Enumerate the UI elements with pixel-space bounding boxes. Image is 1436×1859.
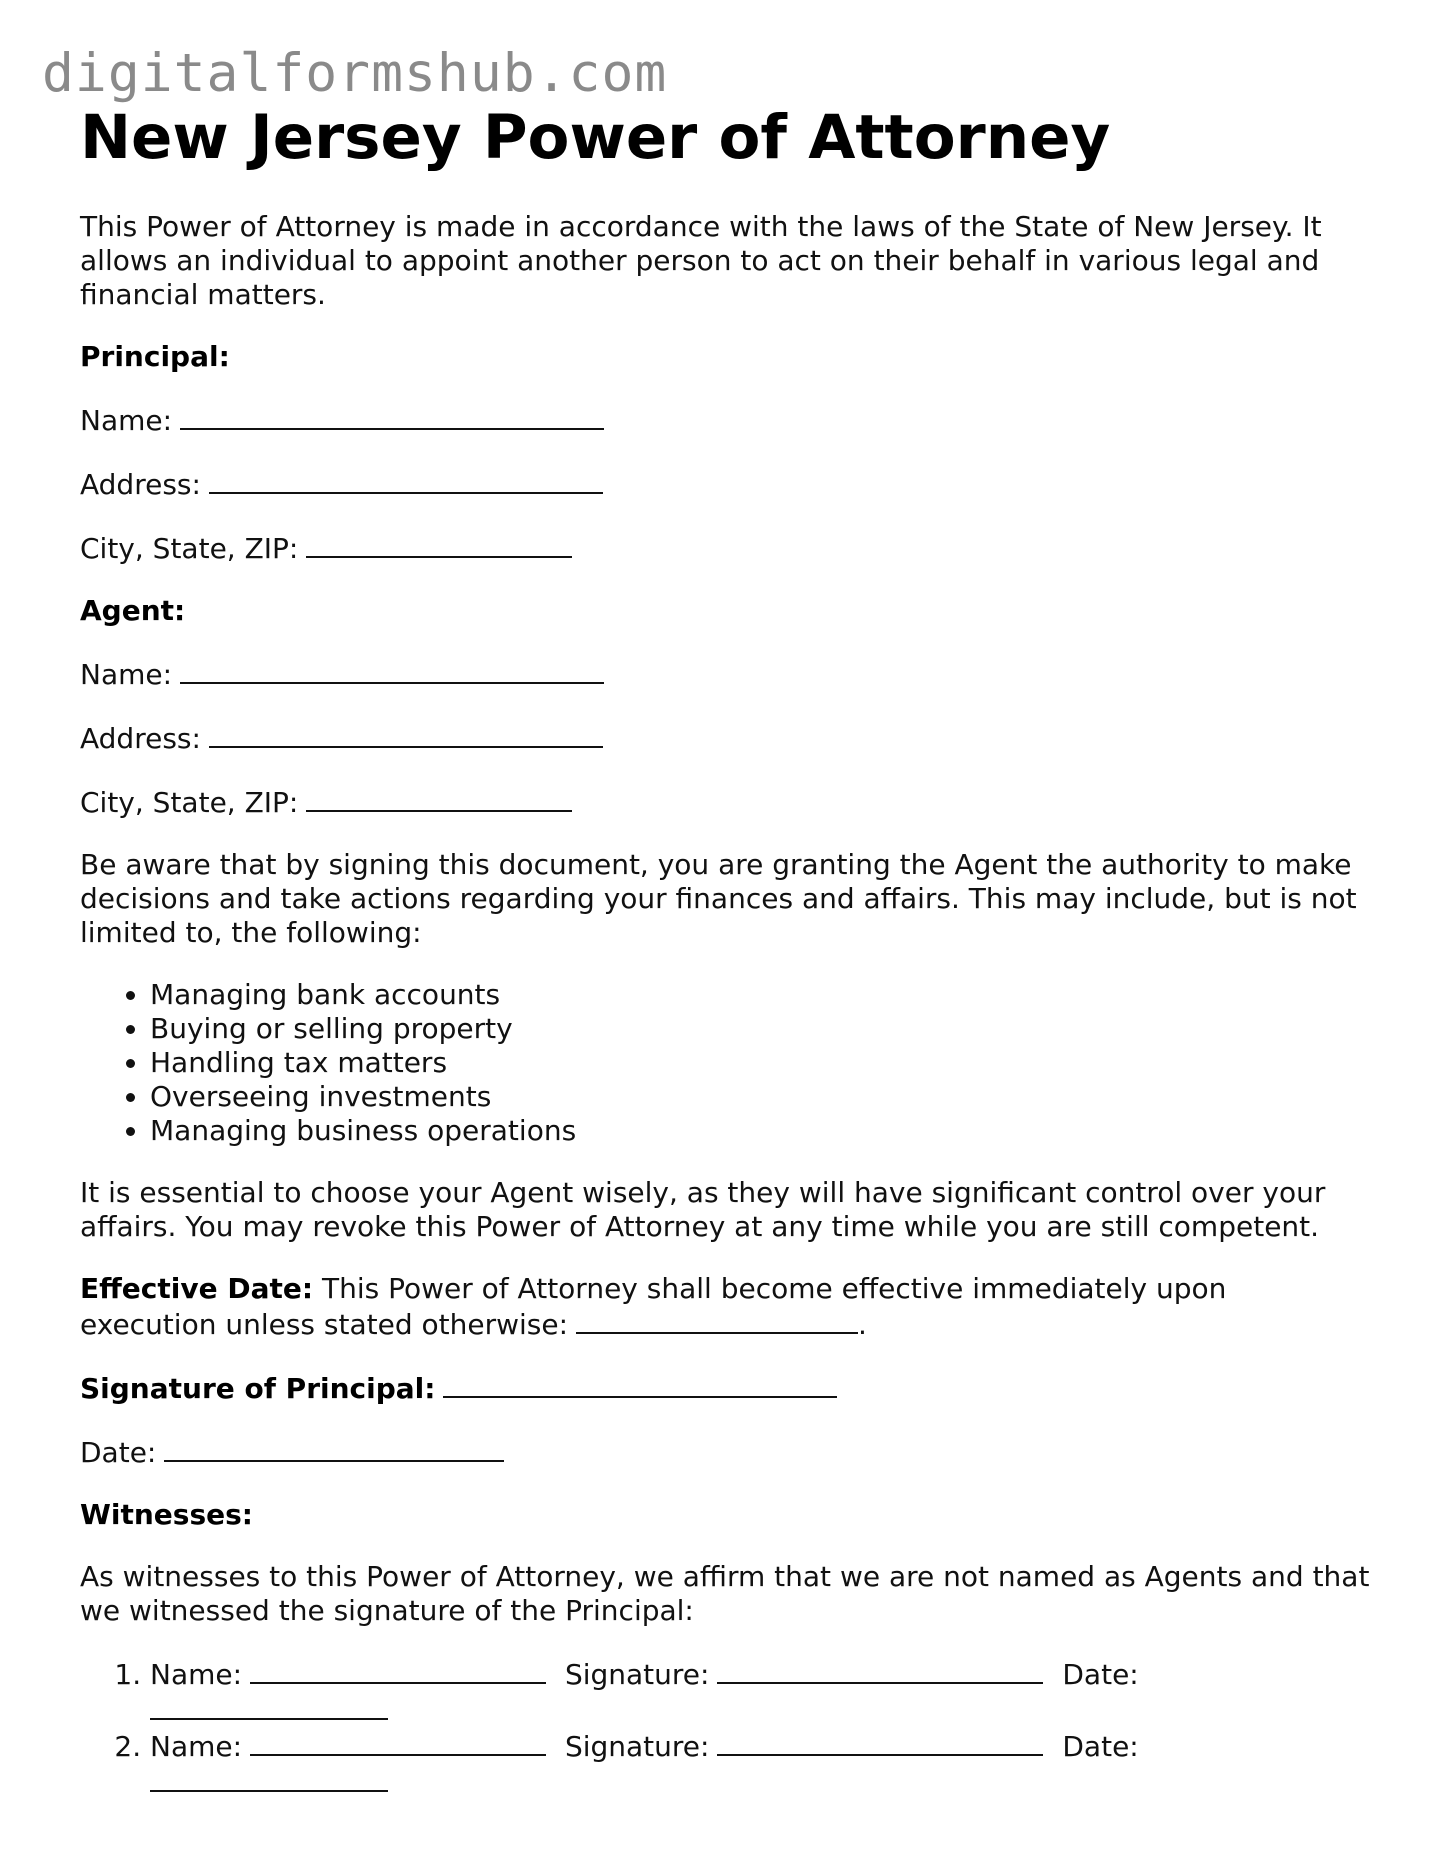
agent-section [80, 594, 1380, 820]
principal-signature-field [80, 1370, 1380, 1406]
intro-paragraph: This Power of Attorney is made in accordance with the laws of the State of New Jersey. It allows an individual to appoint another person to act on their behalf in various legal and financial matters. [80, 210, 1322, 311]
principal-name-blank[interactable] [180, 402, 604, 430]
principal-signature-blank[interactable] [443, 1370, 837, 1398]
watermark: digitalformshub.com [42, 43, 668, 104]
principal-address-field [80, 466, 1380, 502]
agent-name-label: Name: [80, 658, 173, 691]
list-item: • Overseeing investments [150, 1080, 1380, 1114]
witness-date-label: Date: [1062, 1730, 1139, 1763]
effective-date-end: . [858, 1308, 867, 1341]
witness-signature-label: Signature: [564, 1658, 710, 1691]
principal-address-blank[interactable] [209, 466, 603, 494]
list-item: • Buying or selling property [150, 1012, 1380, 1046]
effective-date-blank[interactable] [576, 1306, 858, 1334]
principal-name-field [80, 402, 1380, 438]
principal-section [80, 340, 1380, 566]
list-item: • Managing business operations [150, 1114, 1380, 1148]
principal-name-label: Name: [80, 404, 173, 437]
agent-city-label: City, State, ZIP: [80, 786, 299, 819]
list-item: • Handling tax matters [150, 1046, 1380, 1080]
principal-city-label: City, State, ZIP: [80, 532, 299, 565]
witness-2-name-blank[interactable] [250, 1728, 546, 1756]
effective-date-paragraph [80, 1272, 1330, 1342]
agent-city-field [80, 784, 1380, 820]
warning-paragraph: Be aware that by signing this document, you are granting the Agent the authority to make decisions and take actions regarding your finances and affairs. This may include, but is not limited to, the following: [80, 848, 1357, 949]
principal-address-label: Address: [80, 468, 201, 501]
witnesses-heading: Witnesses: [80, 1498, 253, 1531]
principal-signature-label: Signature of Principal: [80, 1372, 436, 1405]
effective-date-text: This Power of Attorney shall become effective immediately upon execution unless stated otherwise: [80, 1272, 1227, 1341]
principal-city-field [80, 530, 1380, 566]
document-title: New Jersey Power of Attorney [80, 102, 1111, 173]
principal-city-blank[interactable] [306, 530, 572, 558]
witness-signature-label: Signature: [564, 1730, 710, 1763]
agent-heading: Agent: [80, 594, 186, 627]
caution-paragraph: It is essential to choose your Agent wisely, as they will have significant control over your affairs. You may revoke this Power of Attorney at any time while you are still competent. [80, 1176, 1326, 1243]
witness-name-label: Name: [150, 1658, 243, 1691]
principal-date-label: Date: [80, 1436, 157, 1469]
witness-date-label: Date: [1062, 1658, 1139, 1691]
witness-1-signature-blank[interactable] [717, 1656, 1043, 1684]
witnesses-list [80, 1656, 1210, 1800]
principal-date-blank[interactable] [164, 1434, 504, 1462]
principal-heading: Principal: [80, 340, 230, 373]
list-item [150, 1728, 1210, 1800]
witnesses-statement: As witnesses to this Power of Attorney, we affirm that we are not named as Agents and that we witnessed the signature of the Principal: [80, 1560, 1370, 1627]
witness-2-date-blank[interactable] [150, 1764, 388, 1792]
agent-address-blank[interactable] [209, 720, 603, 748]
witness-2-signature-blank[interactable] [717, 1728, 1043, 1756]
list-item [150, 1656, 1210, 1728]
principal-date-field [80, 1434, 1380, 1470]
agent-name-blank[interactable] [180, 656, 604, 684]
agent-address-label: Address: [80, 722, 201, 755]
witness-1-name-blank[interactable] [250, 1656, 546, 1684]
agent-name-field [80, 656, 1380, 692]
witness-name-label: Name: [150, 1730, 243, 1763]
agent-city-blank[interactable] [306, 784, 572, 812]
witness-1-date-blank[interactable] [150, 1692, 388, 1720]
powers-list [80, 978, 1380, 1148]
document-page [80, 100, 1380, 1800]
effective-date-label: Effective Date: [80, 1272, 314, 1305]
list-item: • Managing bank accounts [150, 978, 1380, 1012]
agent-address-field [80, 720, 1380, 756]
